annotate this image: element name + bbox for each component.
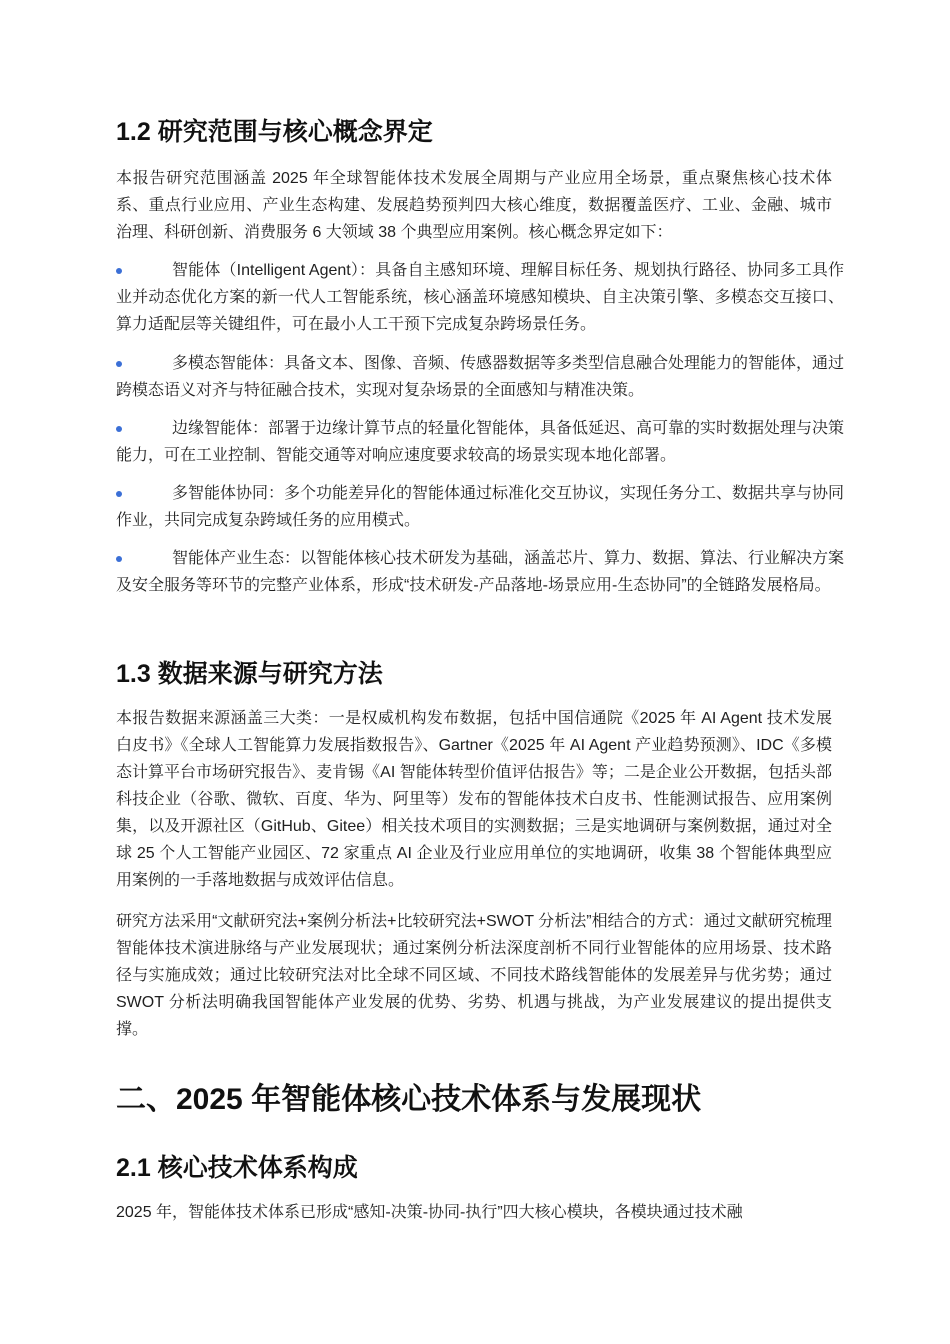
section-heading-1-3: 1.3 数据来源与研究方法 [116,660,383,688]
bullet-item-agent-ecosystem [116,545,844,599]
bullet-item-intelligent-agent [116,257,844,338]
bullet-text: 智能体（Intelligent Agent）：具备自主感知环境、理解目标任务、规划执行路径、协同多工具作业并动态优化方案的新一代人工智能系统，核心涵盖环境感知模块、自主决策引擎、多模态交互接口、算力适配层等关键组件，可在最小人工干预下完成复杂跨场景任务。 [116,262,844,333]
bullet-text: 边缘智能体：部署于边缘计算节点的轻量化智能体，具备低延迟、高可靠的实时数据处理与决策能力，可在工业控制、智能交通等对响应速度要求较高的场景实现本地化部署。 [116,420,845,464]
bullet-dot-icon [116,361,122,367]
bullet-item-multi-agent-collaboration [116,480,844,534]
chapter-heading-2: 二、2025 年智能体核心技术体系与发展现状 [116,1083,702,1116]
data-source-paragraph: 本报告数据来源涵盖三大类：一是权威机构发布数据，包括中国信通院《2025 年 AI Agent 技术发展白皮书》《全球人工智能算力发展指数报告》、Gartner《2025 年 AI Agent 产业趋势预测》、IDC《多模态计算平台市场研究报告》、麦肯锡《AI 智能体转型价值评估报告》等；二是企业公开数据，包括头部科技企业（谷歌、微软、百度、华为、阿里等）发布的智能体技术白皮书、性能测试报告、应用案例集，以及开源社区（GitHub、Gitee）相关技术项目的实测数据；三是实地调研与案例数据，通过对全球 25 个人工智能产业园区、72 家重点 AI 企业及行业应用单位的实地调研，收集 38 个智能体典型应用案例的一手落地数据与成效评估信息。 [116,710,832,889]
intro-paragraph: 本报告研究范围涵盖 2025 年全球智能体技术发展全周期与产业应用全场景，重点聚焦核心技术体系、重点行业应用、产业生态构建、发展趋势预判四大核心维度，数据覆盖医疗、工业、金融、城市治理、科研创新、消费服务 6 大领域 38 个典型应用案例。核心概念界定如下： [116,170,832,241]
bullet-dot-icon [116,556,122,562]
bullet-dot-icon [116,491,122,497]
section-heading-1-2: 1.2 研究范围与核心概念界定 [116,118,433,146]
bullet-dot-icon [116,426,122,432]
research-method-paragraph: 研究方法采用“文献研究法+案例分析法+比较研究法+SWOT 分析法”相结合的方式：通过文献研究梳理智能体技术演进脉络与产业发展现状；通过案例分析法深度剖析不同行业智能体的应用场景、技术路径与实施成效；通过比较研究法对比全球不同区域、不同技术路线智能体的发展差异与优劣势；通过 SWOT 分析法明确我国智能体产业发展的优势、劣势、机遇与挑战，为产业发展建议的提出提供支撑。 [116,913,832,1038]
bullet-text: 多模态智能体：具备文本、图像、音频、传感器数据等多类型信息融合处理能力的智能体，通过跨模态语义对齐与特征融合技术，实现对复杂场景的全面感知与精准决策。 [116,355,845,399]
bullet-item-multimodal-agent [116,350,844,404]
bullet-text: 多智能体协同：多个功能差异化的智能体通过标准化交互协议，实现任务分工、数据共享与协同作业，共同完成复杂跨域任务的应用模式。 [116,485,845,529]
bullet-dot-icon [116,268,122,274]
bullet-text: 智能体产业生态：以智能体核心技术研发为基础，涵盖芯片、算力、数据、算法、行业解决方案及安全服务等环节的完整产业体系，形成“技术研发-产品落地-场景应用-生态协同”的全链路发展格局。 [116,550,845,594]
section-2-1-intro: 2025 年，智能体技术体系已形成“感知-决策-协同-执行”四大核心模块，各模块通过技术融 [116,1204,743,1221]
bullet-item-edge-agent [116,415,844,469]
section-heading-2-1: 2.1 核心技术体系构成 [116,1154,358,1182]
